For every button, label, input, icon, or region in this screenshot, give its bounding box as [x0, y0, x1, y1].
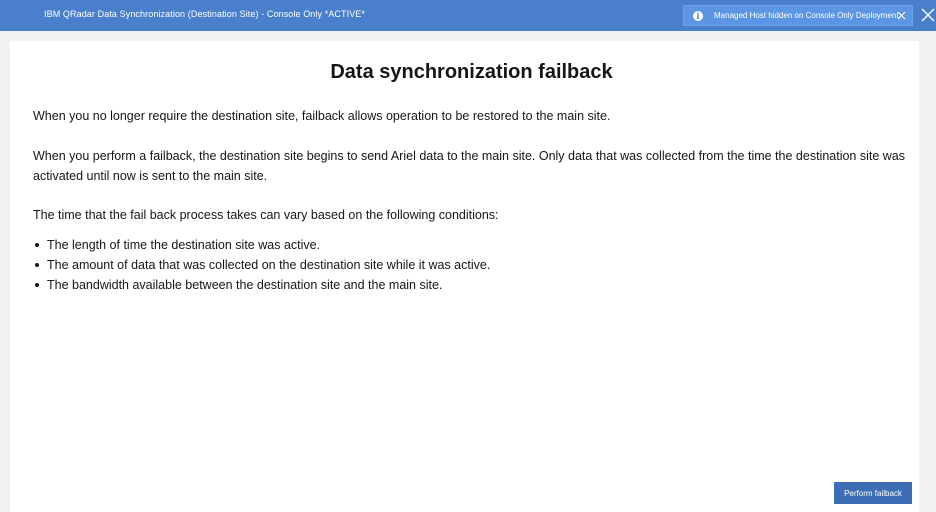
conditions-list — [33, 235, 490, 295]
list-item: The amount of data that was collected on the destination site while it was active. — [33, 255, 490, 275]
title-bar — [0, 0, 936, 31]
list-item: The bandwidth available between the destination site and the main site. — [33, 275, 490, 295]
intro-paragraph: When you no longer require the destination site, failback allows operation to be restored to the main site. — [33, 109, 611, 123]
failback-description: When you perform a failback, the destination site begins to send Ariel data to the main site. Only data that was collected from the time the destination site was activated until now is sent to the main site. — [33, 149, 905, 183]
notification-text: Managed Host hidden on Console Only Deployment — [714, 11, 899, 20]
app-title: IBM QRadar Data Synchronization (Destination Site) - Console Only *ACTIVE* — [44, 9, 366, 19]
conditions-intro: The time that the fail back process takes can vary based on the following conditions: — [33, 208, 499, 222]
content-panel — [10, 41, 919, 512]
window-close-icon[interactable] — [921, 8, 935, 22]
notification-close-icon[interactable] — [896, 10, 907, 21]
list-item: The length of time the destination site was active. — [33, 235, 490, 255]
notification-toast — [683, 5, 913, 26]
page-title: Data synchronization failback — [330, 61, 613, 83]
info-icon: i — [693, 11, 703, 21]
perform-failback-button[interactable]: Perform failback — [834, 482, 912, 504]
